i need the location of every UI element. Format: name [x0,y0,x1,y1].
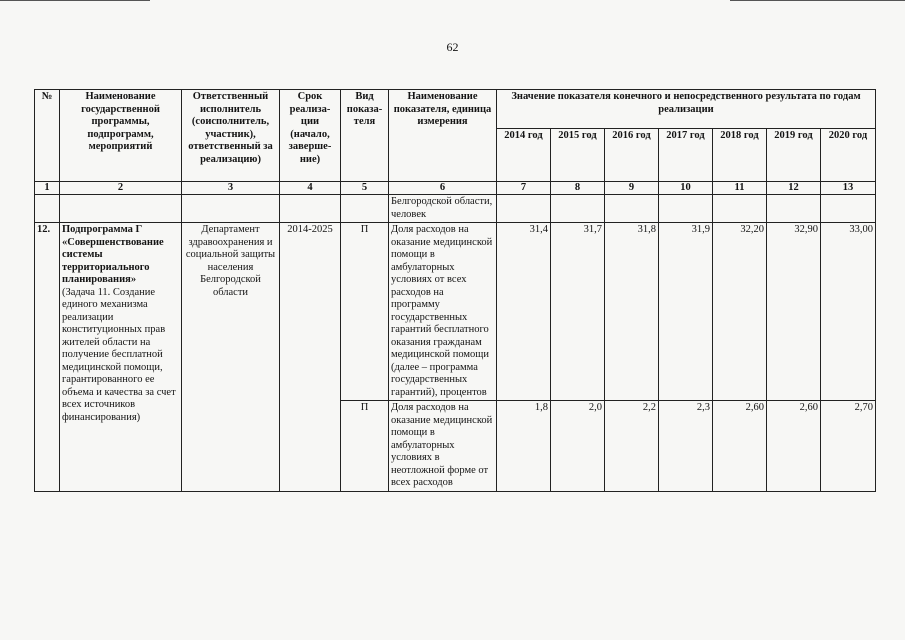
period: 2014-2025 [280,223,341,492]
value-cell: 2,70 [821,401,876,492]
header-year: 2018 год [713,129,767,182]
column-number-row [35,182,876,195]
column-number: 13 [821,182,876,195]
header-year: 2019 год [767,129,821,182]
header-year: 2014 год [497,129,551,182]
executor: Департамент здравоохранения и социальной защиты населения Белгородской области [182,223,280,492]
value-cell: 2,60 [713,401,767,492]
column-number: 7 [497,182,551,195]
column-number: 5 [341,182,389,195]
column-number: 3 [182,182,280,195]
column-number: 6 [389,182,497,195]
value-cell: 2,2 [605,401,659,492]
header-year: 2017 год [659,129,713,182]
header-indicator-type: Вид показа-теля [341,90,389,182]
value-cell: 31,7 [551,223,605,401]
header-year: 2016 год [605,129,659,182]
page-number: 62 [446,40,459,54]
header-values-group: Значение показателя конечного и непосредственного результата по годам реализации [497,90,876,129]
header-program-name: Наименование государственной программы, подпрограмм, мероприятий [60,90,182,182]
column-number: 12 [767,182,821,195]
value-cell: 2,3 [659,401,713,492]
indicator-name-continued: Белгородской области, человек [389,195,497,223]
header-year: 2015 год [551,129,605,182]
column-number: 2 [60,182,182,195]
column-number: 10 [659,182,713,195]
value-cell: 32,20 [713,223,767,401]
column-number: 4 [280,182,341,195]
value-cell: 33,00 [821,223,876,401]
value-cell: 31,4 [497,223,551,401]
header-year: 2020 год [821,129,876,182]
scan-edge-mark [0,0,150,1]
column-number: 1 [35,182,60,195]
value-cell: 31,8 [605,223,659,401]
indicator-name: Доля расходов на оказание медицинской помощи в амбулаторных условиях от всех расходов на программу государственных гарантий бесплатного оказания гражданам медицинской помощи (далее – программа государственных гарантий), процентов [389,223,497,401]
row-number: 12. [35,223,60,492]
indicator-type: П [341,223,389,401]
scan-edge-mark [730,0,905,1]
value-cell: 31,9 [659,223,713,401]
indicator-name: Доля расходов на оказание медицинской помощи в амбулаторных условиях в неотложной форме от всех расходов [389,401,497,492]
program-title: Подпрограмма Г «Совершенствование системы территориального планирования» [62,224,164,285]
value-cell: 2,0 [551,401,605,492]
column-number: 9 [605,182,659,195]
value-cell: 1,8 [497,401,551,492]
header-indicator-name: Наименование показателя, единица измерения [389,90,497,182]
header-period: Срок реализа-ции (начало, заверше-ние) [280,90,341,182]
value-cell: 2,60 [767,401,821,492]
table-row [35,223,876,401]
program-cell [60,223,182,492]
column-number: 8 [551,182,605,195]
column-number: 11 [713,182,767,195]
indicator-table [34,89,876,492]
program-description: (Задача 11. Создание единого механизма реализации конституционных прав жителей области на получение бесплатной медицинской помощи, гарантированного ее объема и качества за счет всех источников финансирования) [62,286,176,423]
header-executor: Ответственный исполнитель (соисполнитель, участник), ответственный за реализацию) [182,90,280,182]
indicator-type: П [341,401,389,492]
header-number: № [35,90,60,182]
value-cell: 32,90 [767,223,821,401]
continuation-row [35,195,876,223]
